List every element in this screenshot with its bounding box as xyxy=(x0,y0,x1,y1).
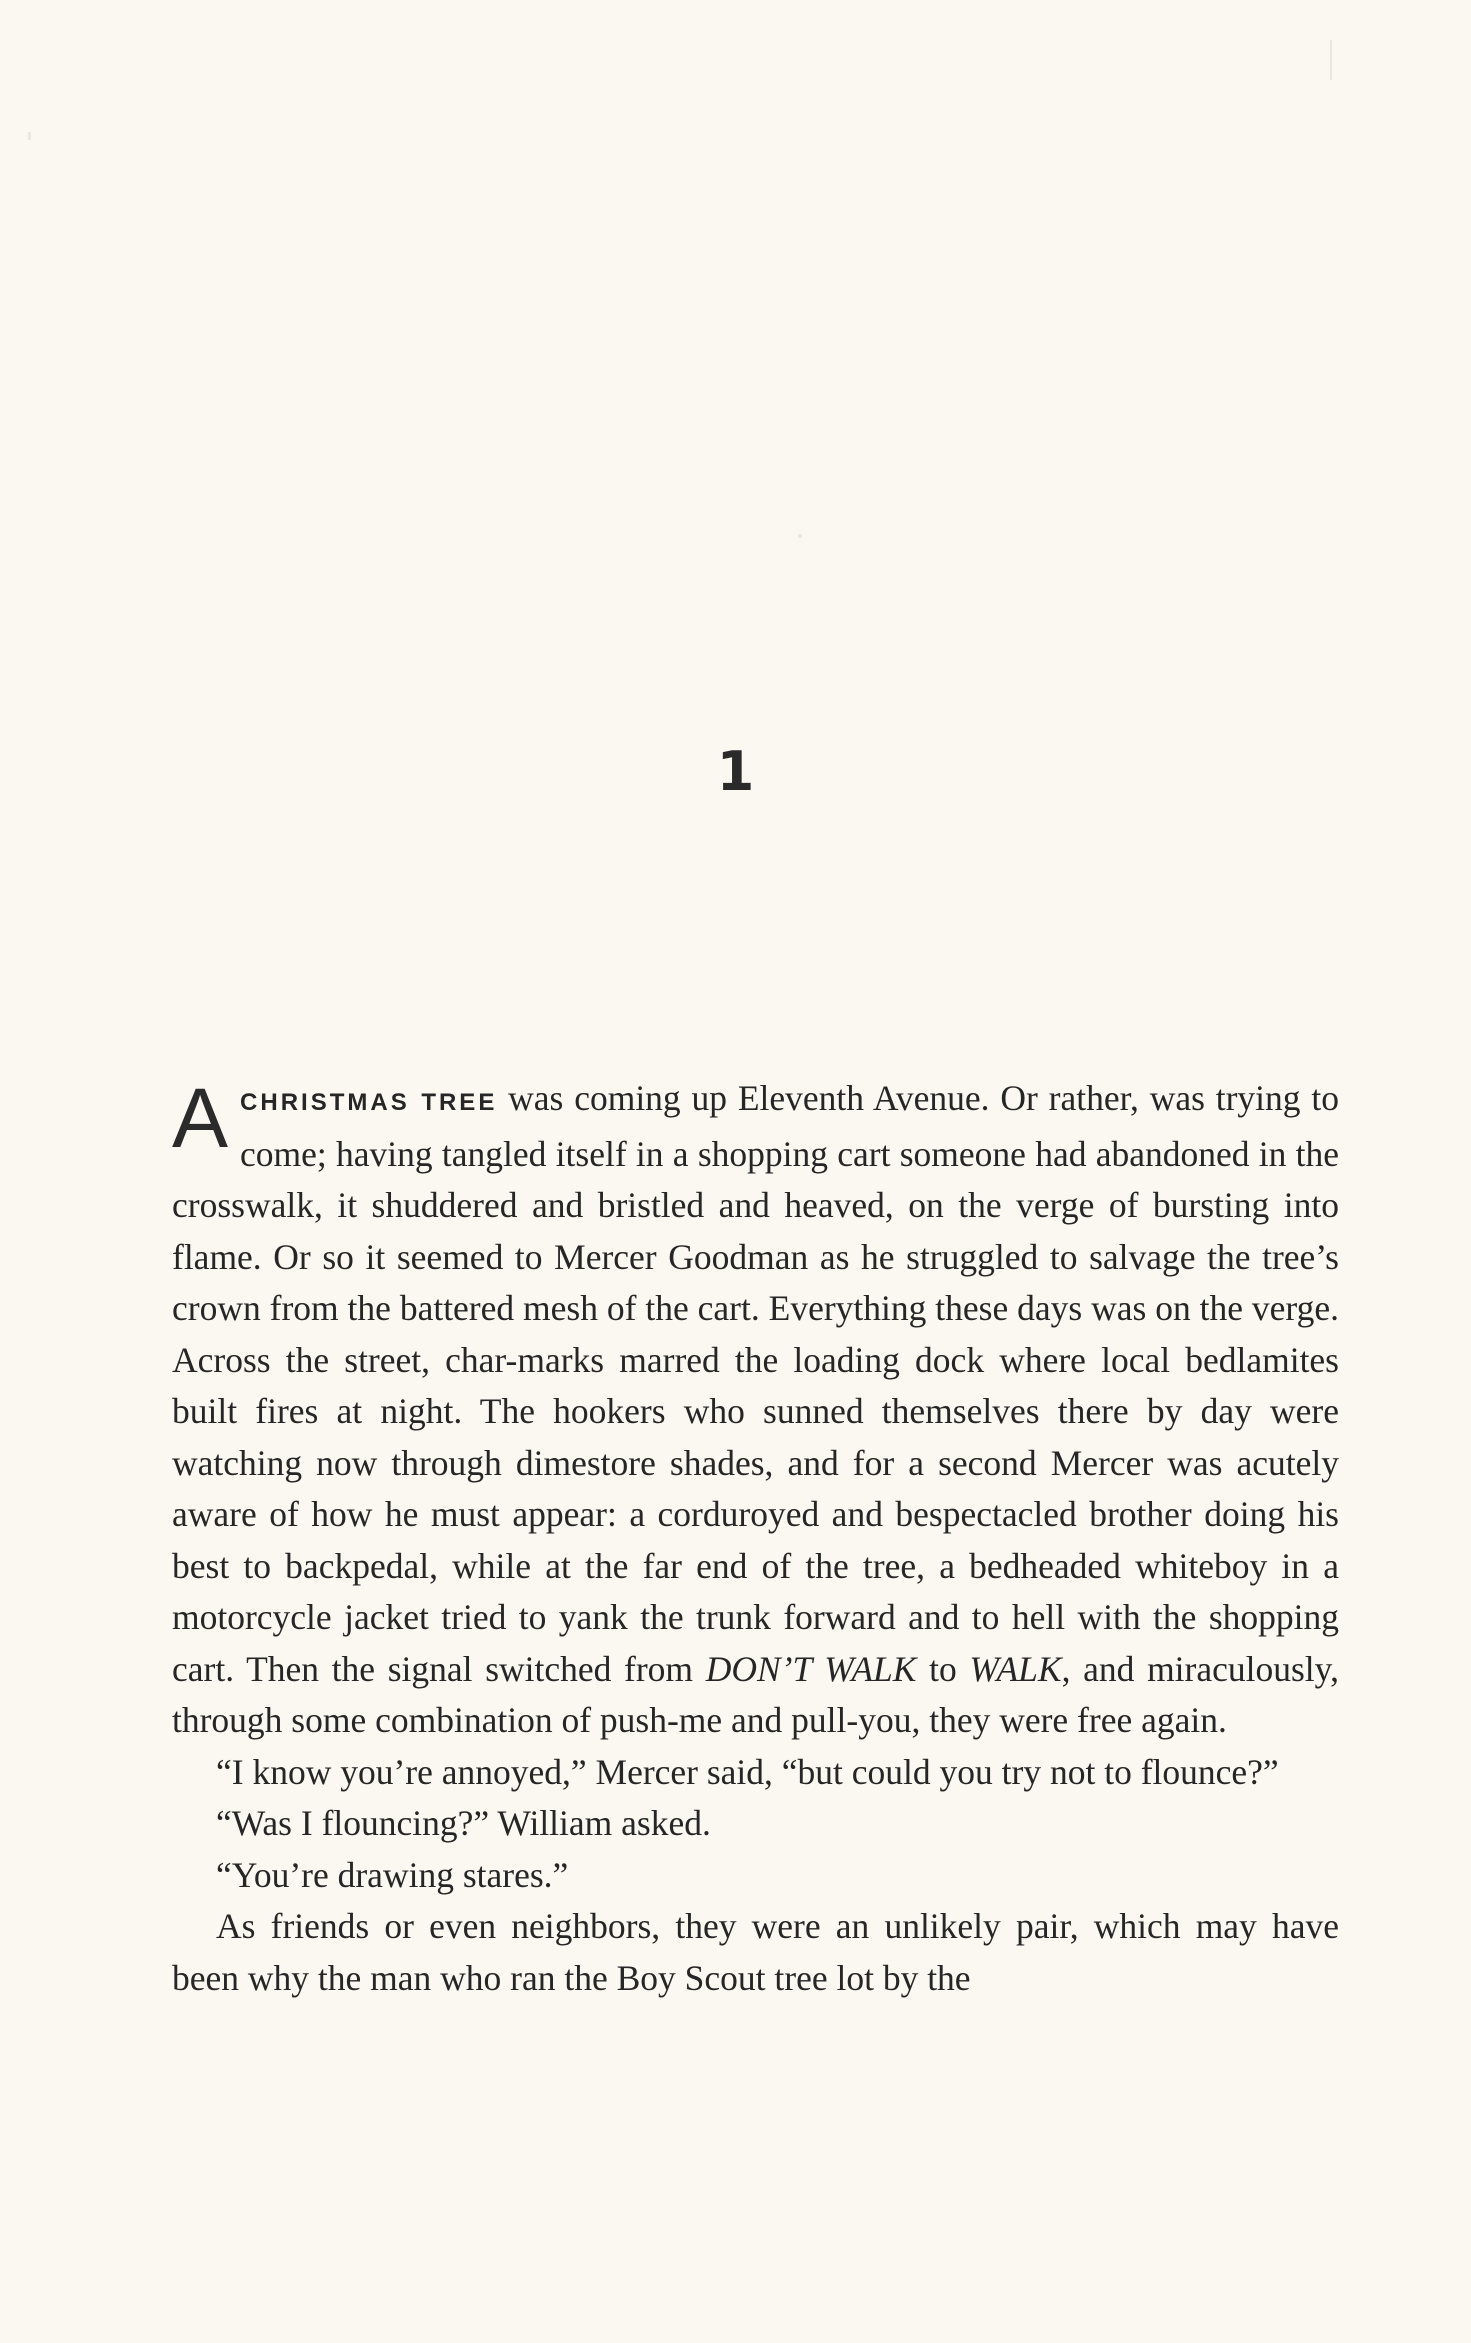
paragraph-1 xyxy=(172,1073,1339,1747)
small-caps-opening: CHRISTMAS TREE xyxy=(240,1089,498,1116)
drop-cap: A xyxy=(172,1071,229,1165)
paragraph-1-text-a: was coming up Eleventh Avenue. Or rather, was trying to come; having tangled itself in a shopping cart someone had abandoned in the crosswalk, it shuddered and bristled and heaved, on the verge of bursting into flame. Or so it seemed to Mercer Goodman as he struggled to salvage the tree’s crown from the battered mesh of the cart. Everything these days was on the verge. Across the street, char-marks marred the loading dock where local bedlamites built fires at night. The hookers who sunned themselves there by day were watching now through dimestore shades, and for a second Mercer was acutely aware of how he must appear: a corduroyed and bespectacled brother doing his best to backpedal, while at the far end of the tree, a bedheaded whiteboy in a motorcycle jacket tried to yank the trunk forward and to hell with the shopping cart. Then the signal switched from xyxy=(172,1078,1339,1689)
paragraph-1-text-c: , and miraculously, through some combination of push-me and pull-you, they were free again. xyxy=(172,1648,1339,1740)
italic-dont-walk: DON’T WALK xyxy=(705,1648,917,1689)
paragraph-1-text-b: to xyxy=(916,1648,970,1689)
scan-speck xyxy=(1330,40,1332,80)
paragraph-4: “You’re drawing stares.” xyxy=(216,1854,569,1895)
italic-walk: WALK xyxy=(969,1648,1062,1689)
chapter-number: 1 xyxy=(716,740,755,803)
scan-speck xyxy=(28,132,31,140)
paragraph-5: As friends or even neighbors, they were an unlikely pair, which may have been why the man who ran the Boy Scout tree lot by the xyxy=(172,1906,1339,1998)
paragraph-2: “I know you’re annoyed,” Mercer said, “but could you try not to flounce?” xyxy=(216,1751,1279,1792)
body-text xyxy=(172,1073,1339,2004)
scan-speck xyxy=(798,534,802,538)
paragraph-3: “Was I flouncing?” William asked. xyxy=(216,1803,711,1843)
